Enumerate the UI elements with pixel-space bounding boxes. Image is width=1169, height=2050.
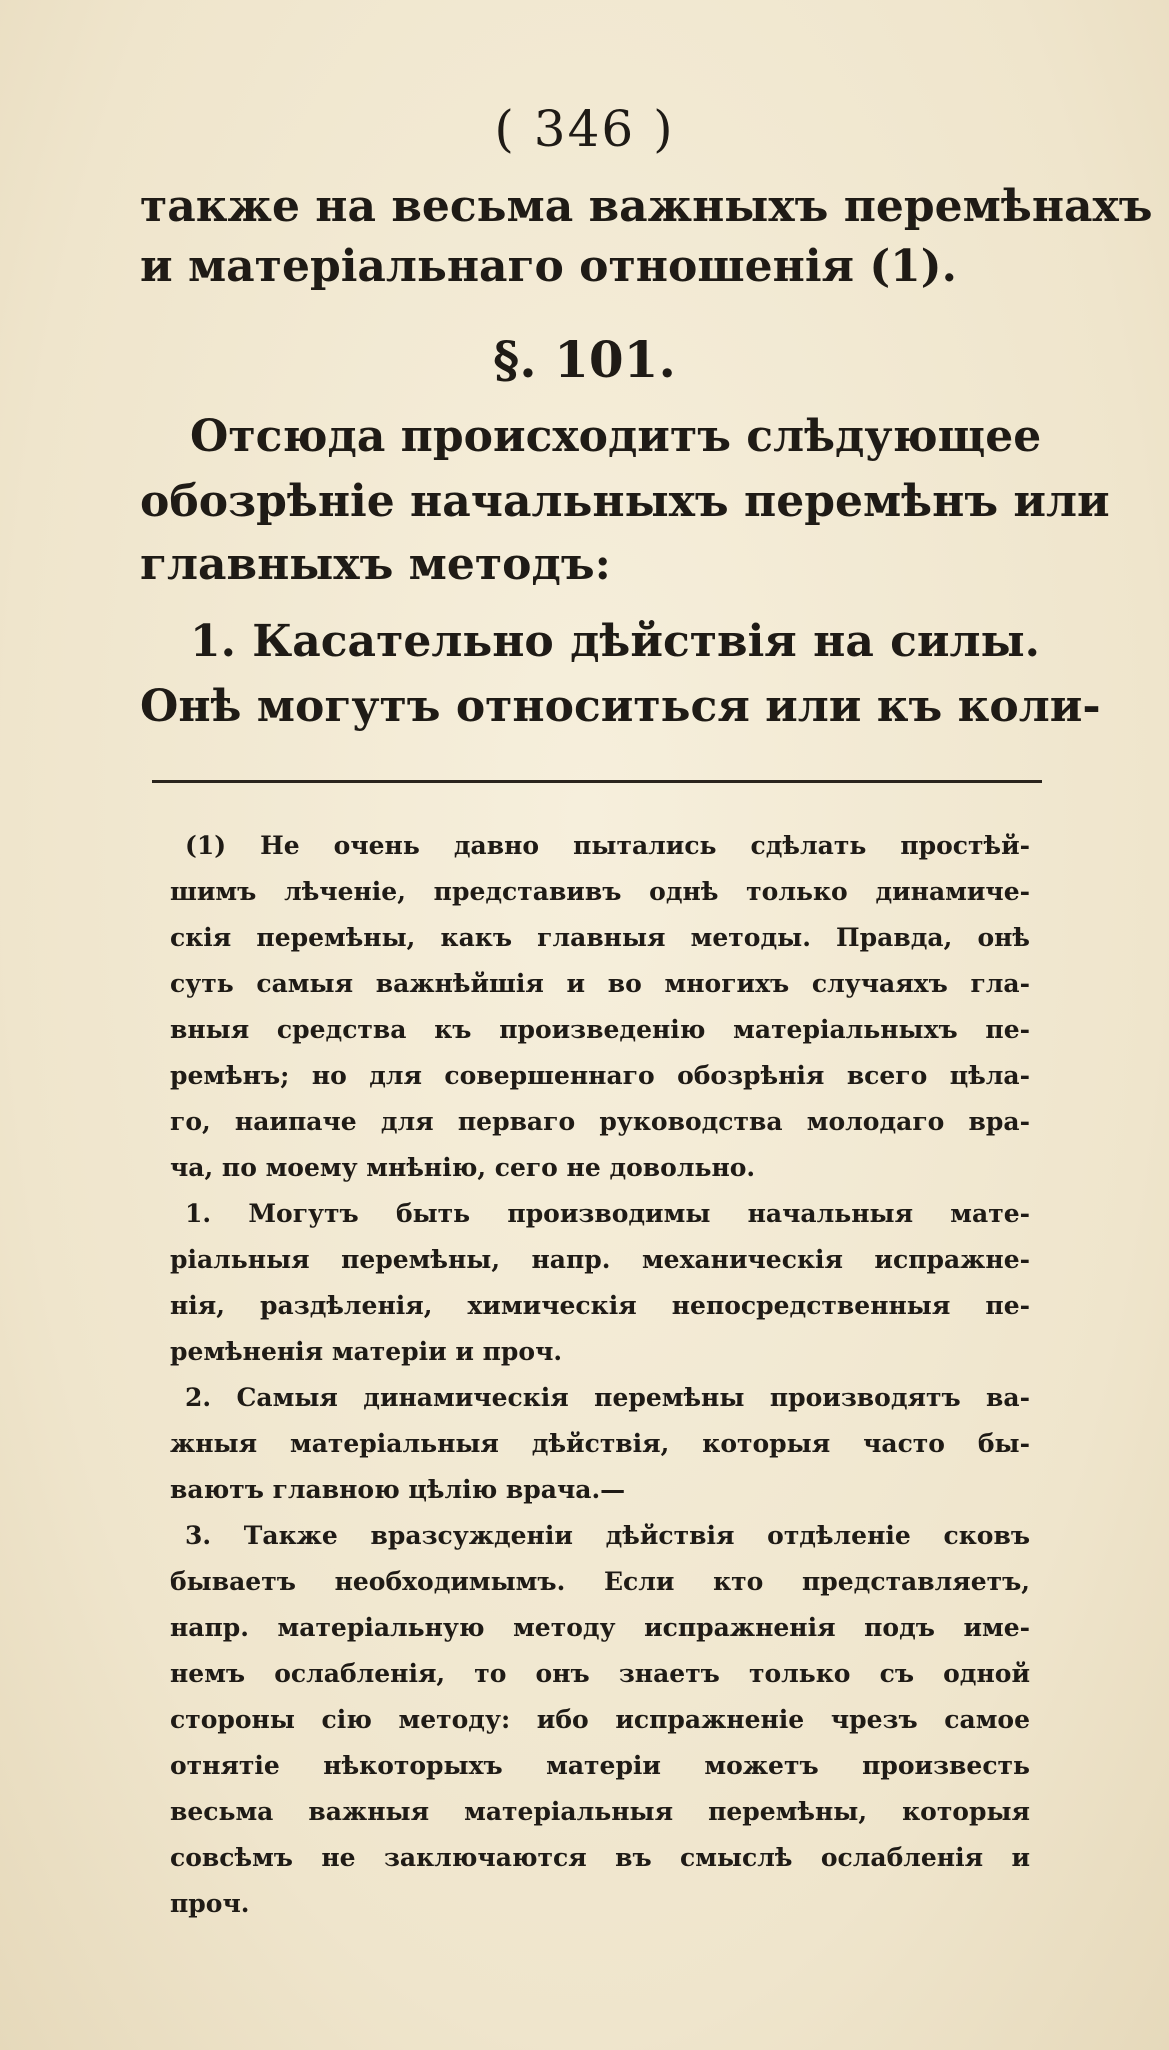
footnote-line: ремѣненія матеріи и проч.: [170, 1337, 563, 1366]
page-number: ( 346 ): [494, 100, 675, 158]
footnote-divider: [152, 780, 1042, 783]
footnote-line: го, наипаче для перваго руководства молодаго вра-: [170, 1107, 1030, 1136]
main-text-line: также на весьма важныхъ перемѣнахъ: [140, 181, 1153, 232]
footnote-line: ваютъ главною цѣлію врача.—: [170, 1475, 626, 1504]
main-text-line: 1. Касательно дѣйствія на силы.: [190, 616, 1040, 667]
main-text-line: обозрѣніе начальныхъ перемѣнъ или: [140, 476, 1110, 527]
footnote-line: ча, по моему мнѣнію, сего не довольно.: [170, 1153, 756, 1182]
main-text-line: и матеріальнаго отношенія (1).: [140, 241, 957, 292]
footnote-line: (1) Не очень давно пытались сдѣлать простѣй-: [185, 831, 1030, 860]
footnote-line: бываетъ необходимымъ. Если кто представляетъ,: [170, 1567, 1030, 1596]
footnote-line: суть самыя важнѣйшія и во многихъ случаяхъ гла-: [170, 969, 1030, 998]
footnote-line: нія, раздѣленія, химическія непосредственныя пе-: [170, 1291, 1030, 1320]
footnote-line: 1. Могутъ быть производимы начальныя мате-: [185, 1199, 1030, 1228]
footnote-line: ремѣнъ; но для совершеннаго обозрѣнія всего цѣла-: [170, 1061, 1030, 1090]
footnote-line: отнятіе нѣкоторыхъ матеріи можетъ произвесть: [170, 1751, 1030, 1780]
main-text-line: Отсюда происходитъ слѣдующее: [190, 411, 1042, 462]
footnote-line: жныя матеріальныя дѣйствія, которыя часто бы-: [170, 1429, 1030, 1458]
main-text-line: главныхъ методъ:: [140, 539, 611, 590]
footnote-line: 2. Самыя динамическія перемѣны производятъ ва-: [185, 1383, 1030, 1412]
footnote-line: ріальныя перемѣны, напр. механическія испражне-: [170, 1245, 1030, 1274]
footnote-line: совсѣмъ не заключаются въ смыслѣ ослабленія и: [170, 1843, 1030, 1872]
main-text-line: Онѣ могутъ относиться или къ коли-: [140, 681, 1101, 732]
footnote-line: вныя средства къ произведенію матеріальныхъ пе-: [170, 1015, 1030, 1044]
footnote-line: стороны сію методу: ибо испражненіе чрезъ самое: [170, 1705, 1030, 1734]
footnote-line: весьма важныя матеріальныя перемѣны, которыя: [170, 1797, 1030, 1826]
footnote-line: скія перемѣны, какъ главныя методы. Правда, онѣ: [170, 923, 1030, 952]
footnote-line: проч.: [170, 1889, 250, 1918]
footnote-line: немъ ослабленія, то онъ знаетъ только съ одной: [170, 1659, 1030, 1688]
section-heading: §. 101.: [493, 330, 676, 389]
footnote-line: шимъ лѣченіе, представивъ однѣ только динамиче-: [170, 877, 1030, 906]
footnote-line: напр. матеріальную методу испражненія подъ име-: [170, 1613, 1030, 1642]
footnote-line: 3. Также вразсужденіи дѣйствія отдѣленіе сковъ: [185, 1521, 1030, 1550]
